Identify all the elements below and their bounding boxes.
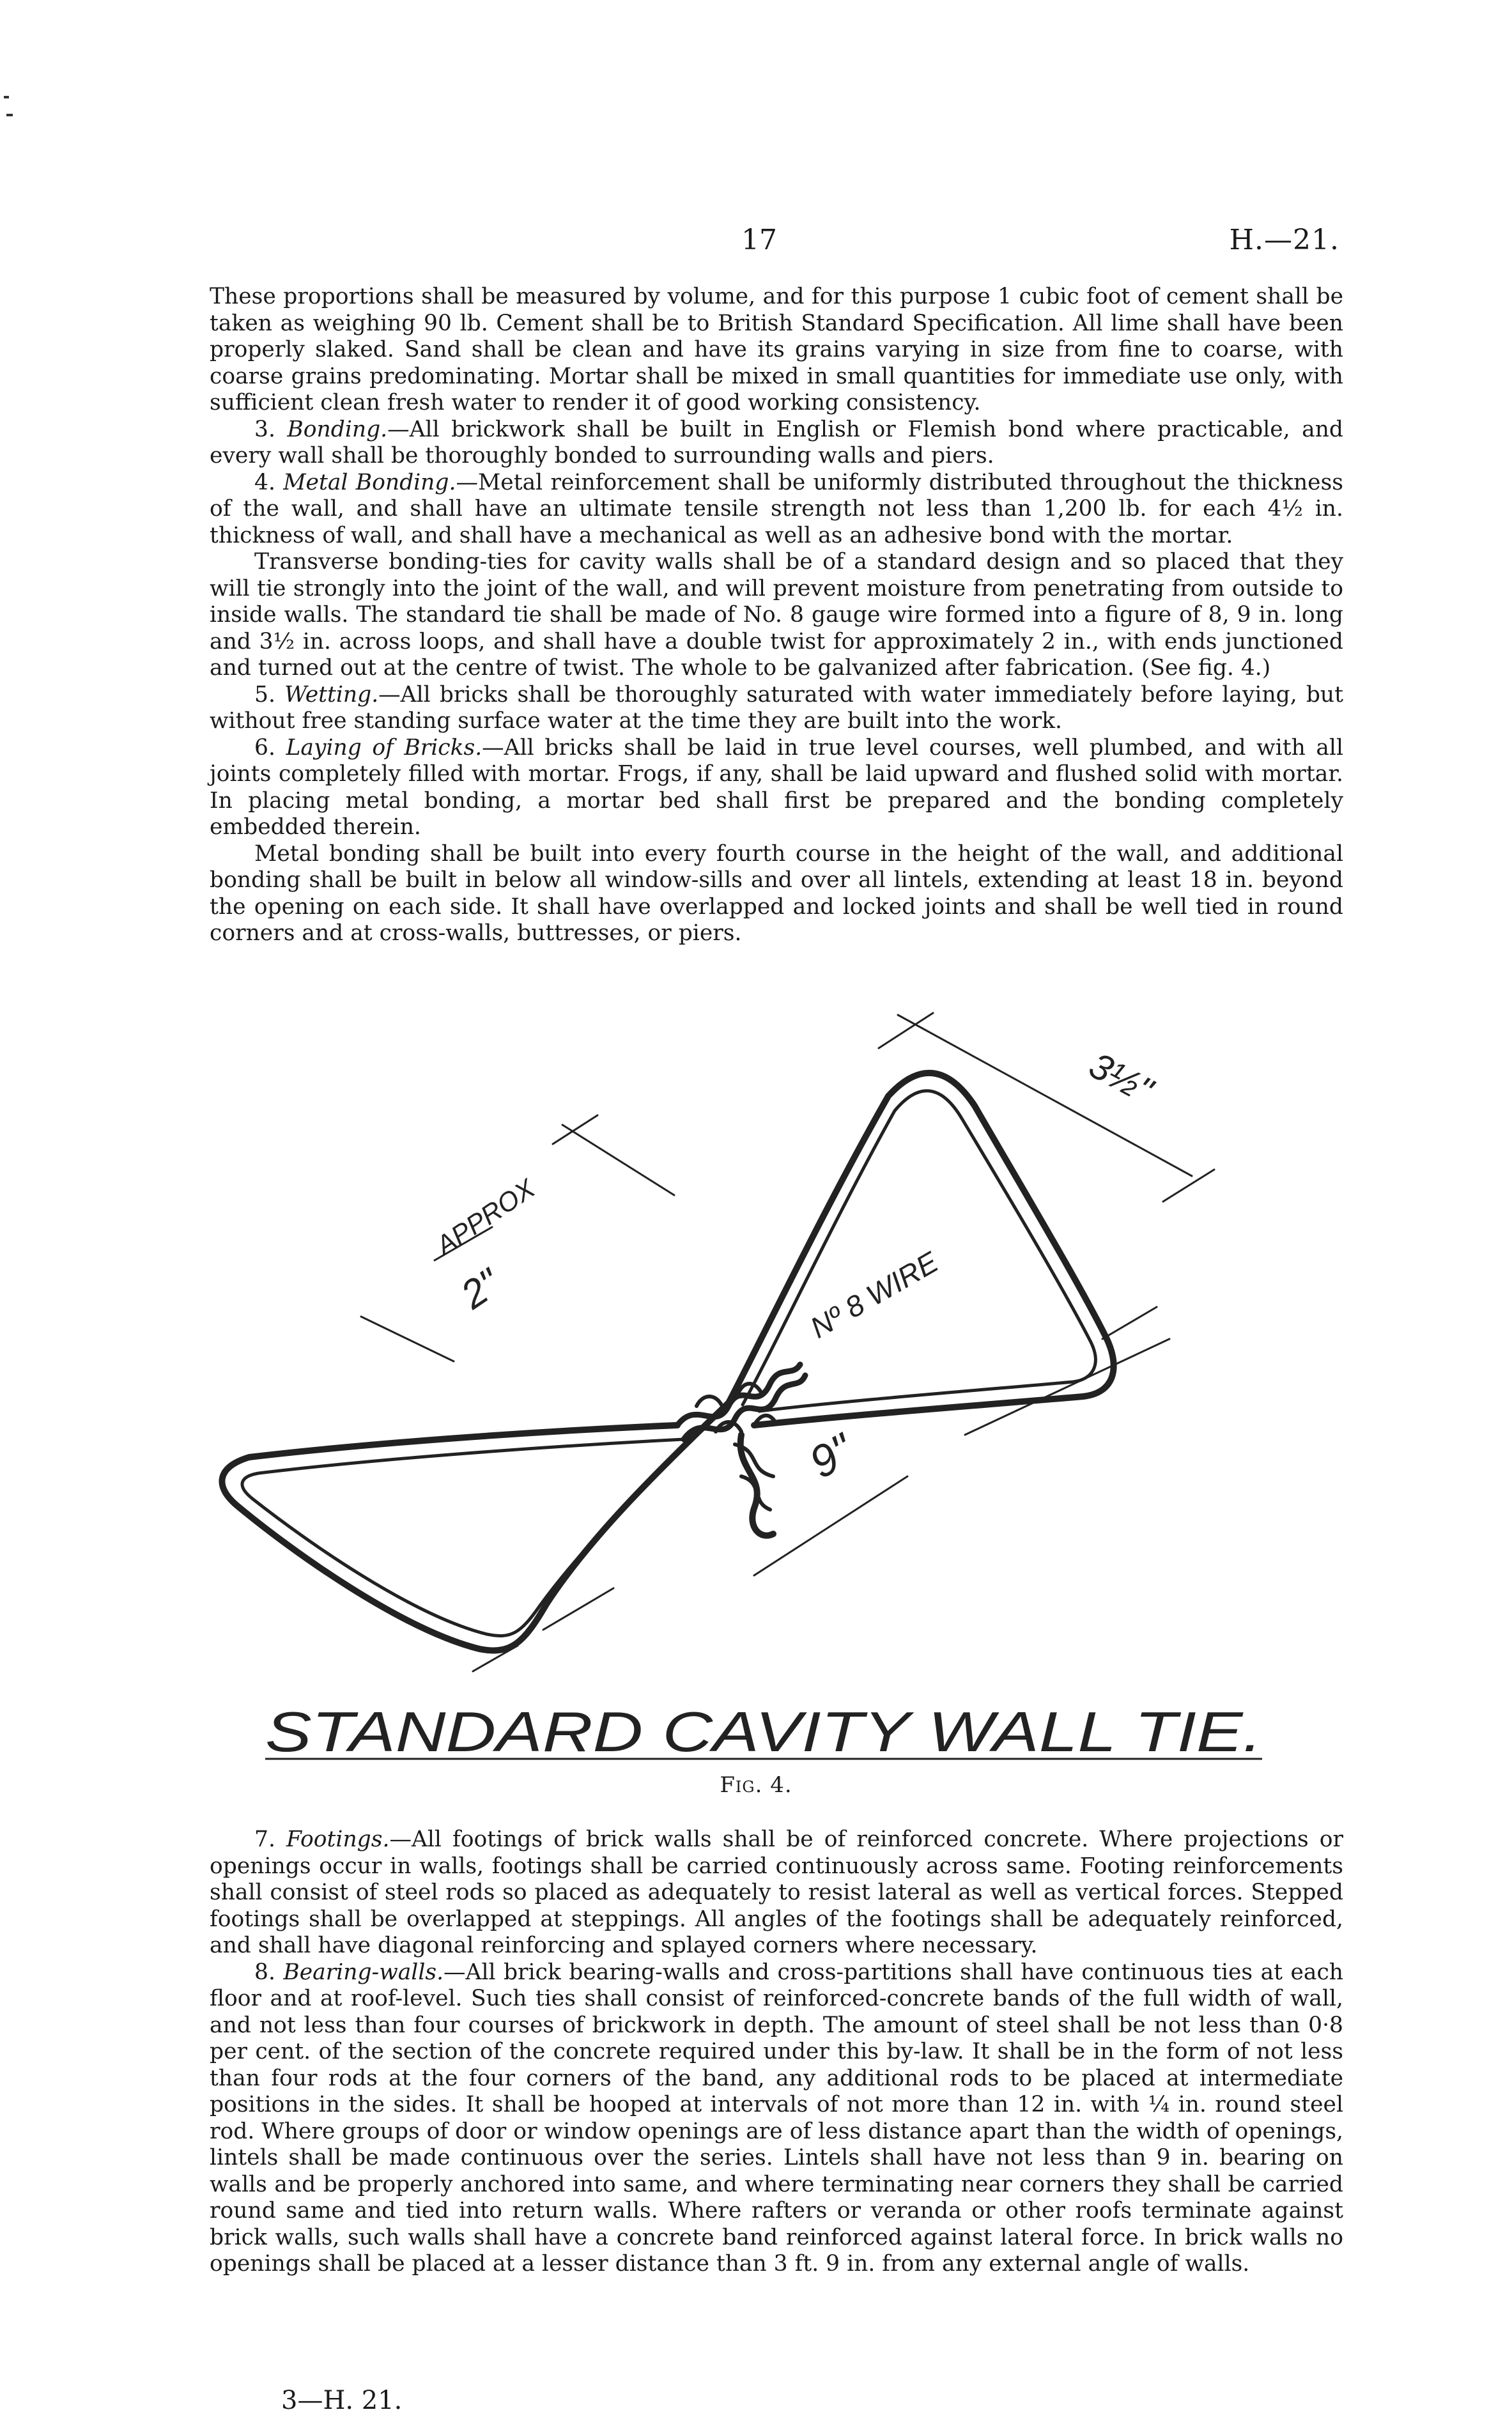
section-title: Footings. (286, 1827, 390, 1852)
dimension-twist-label: 2" (453, 1260, 508, 1318)
document-reference: H.—21. (1229, 224, 1339, 256)
dimension-line (965, 1339, 1169, 1435)
section-title: Metal Bonding. (283, 469, 456, 495)
margin-mark (4, 96, 9, 98)
dimension-line (361, 1317, 454, 1361)
dimension-line (562, 1125, 674, 1195)
paragraph: 7. Footings.—All footings of brick walls shall be of reinforced concrete. Where projections or openings occur in walls, footings shall be carried continuously across same. Footing reinforcements shall consist of steel rods so placed as adequately to resist lateral as well as vertical forces. Stepped footings shall be overlapped at steppings. All angles of the footings shall be adequately reinforced, and shall have diagonal reinforcing and splayed corners where necessary. (210, 1827, 1343, 1958)
figure-caption: Fig. 4. (720, 1772, 792, 1798)
paragraph: 5. Wetting.—All bricks shall be thoroughly saturated with water immediately before laying, but without free standing surface water at the time they are built into the work. (210, 681, 1344, 734)
cavity-wall-tie-figure (192, 984, 1342, 1770)
paragraph: These proportions shall be measured by volume, and for this purpose 1 cubic foot of cement shall be taken as weighing 90 lb. Cement shall be to British Standard Specification. All lime shall have been properly slaked. Sand shall be clean and have its grains varying in size from fine to coarse, with coarse grains predominating. Mortar shall be mixed in small quantities for immediate use only, with sufficient clean fresh water to render it of good working consistency. (210, 284, 1343, 415)
dimension-approx-label: APPROX (430, 1173, 541, 1261)
section-title: Laying of Bricks. (286, 734, 482, 761)
body-text-bottom (210, 1827, 1343, 2278)
wire-gauge-label: Nº 8 WIRE (805, 1244, 944, 1345)
paragraph: 4. Metal Bonding.—Metal reinforcement shall be uniformly distributed throughout the thickness of the wall, and shall have an ultimate tensile strength not less than 1,200 lb. for each 4½ in. thickness of wall, and shall have a mechanical as well as an adhesive bond with the mortar. (210, 469, 1343, 548)
dimension-line (754, 1476, 907, 1575)
page-number: 17 (741, 224, 777, 256)
leader-line (760, 1281, 792, 1339)
section-title: Wetting. (284, 681, 379, 708)
signature-line: 3—H. 21. (281, 2386, 403, 2415)
section-title: Bonding. (287, 416, 388, 442)
dimension-loop-label: 3½" (1082, 1044, 1159, 1111)
dimension-line (1102, 1307, 1157, 1339)
paragraph: 8. Bearing-walls.—All brick bearing-walls and cross-partitions shall have continuous ties at each floor and at roof-level. Such ties shall consist of reinforced-concrete bands of the full width of wall, and not less than four courses of brickwork in depth. The amount of steel shall be not less than 0·8 per cent. of the section of the concrete required under this by-law. It shall be in the form of not less than four rods at the four corners of the band, any additional rods to be placed at intermediate positions in the sides. It shall be hooped at intervals of not more than 12 in. with ¼ in. round steel rod. Where groups of door or window openings are of less distance apart than the width of openings, lintels shall be made continuous over the series. Lintels shall have not less than 9 in. bearing on walls and be properly anchored into same, and where terminating near corners they shall be carried round same and tied into return walls. Where rafters or veranda or other roofs terminate against brick walls, such walls shall have a concrete band reinforced against lateral force. In brick walls no openings shall be placed at a lesser distance than 3 ft. 9 in. from any external angle of walls. (210, 1959, 1343, 2277)
figure-title: STANDARD CAVITY WALL TIE. (265, 1700, 1262, 1763)
body-text-top (210, 284, 1343, 947)
section-title: Bearing-walls. (283, 1959, 444, 1985)
dimension-length-label: 9" (801, 1424, 861, 1488)
paragraph: Metal bonding shall be built into every fourth course in the height of the wall, and additional bonding shall be built in below all window-sills and over all lintels, extending at least 18 in. beyond the opening on each side. It shall have overlapped and locked joints and shall be well tied in round corners and at cross-walls, buttresses, or piers. (210, 840, 1343, 946)
margin-mark (6, 114, 13, 116)
paragraph: 3. Bonding.—All brickwork shall be built in English or Flemish bond where practicable, and every wall shall be thoroughly bonded to surrounding walls and piers. (210, 416, 1344, 468)
dimension-line (553, 1115, 598, 1144)
paragraph: 6. Laying of Bricks.—All bricks shall be laid in true level courses, well plumbed, and with all joints completely filled with mortar. Frogs, if any, shall be laid upward and flushed solid with mortar. In placing metal bonding, a mortar bed shall first be prepared and the bonding completely embedded therein. (210, 734, 1343, 840)
dimension-line (473, 1657, 498, 1671)
paragraph: Transverse bonding-ties for cavity walls shall be of a standard design and so placed that they will tie strongly into the joint of the wall, and will prevent moisture from penetrating from outside to inside walls. The standard tie shall be made of No. 8 gauge wire formed into a figure of 8, 9 in. long and 3½ in. across loops, and shall have a double twist for approximately 2 in., with ends junctioned and turned out at the centre of twist. The whole to be galvanized after fabrication. (See fig. 4.) (210, 549, 1343, 681)
